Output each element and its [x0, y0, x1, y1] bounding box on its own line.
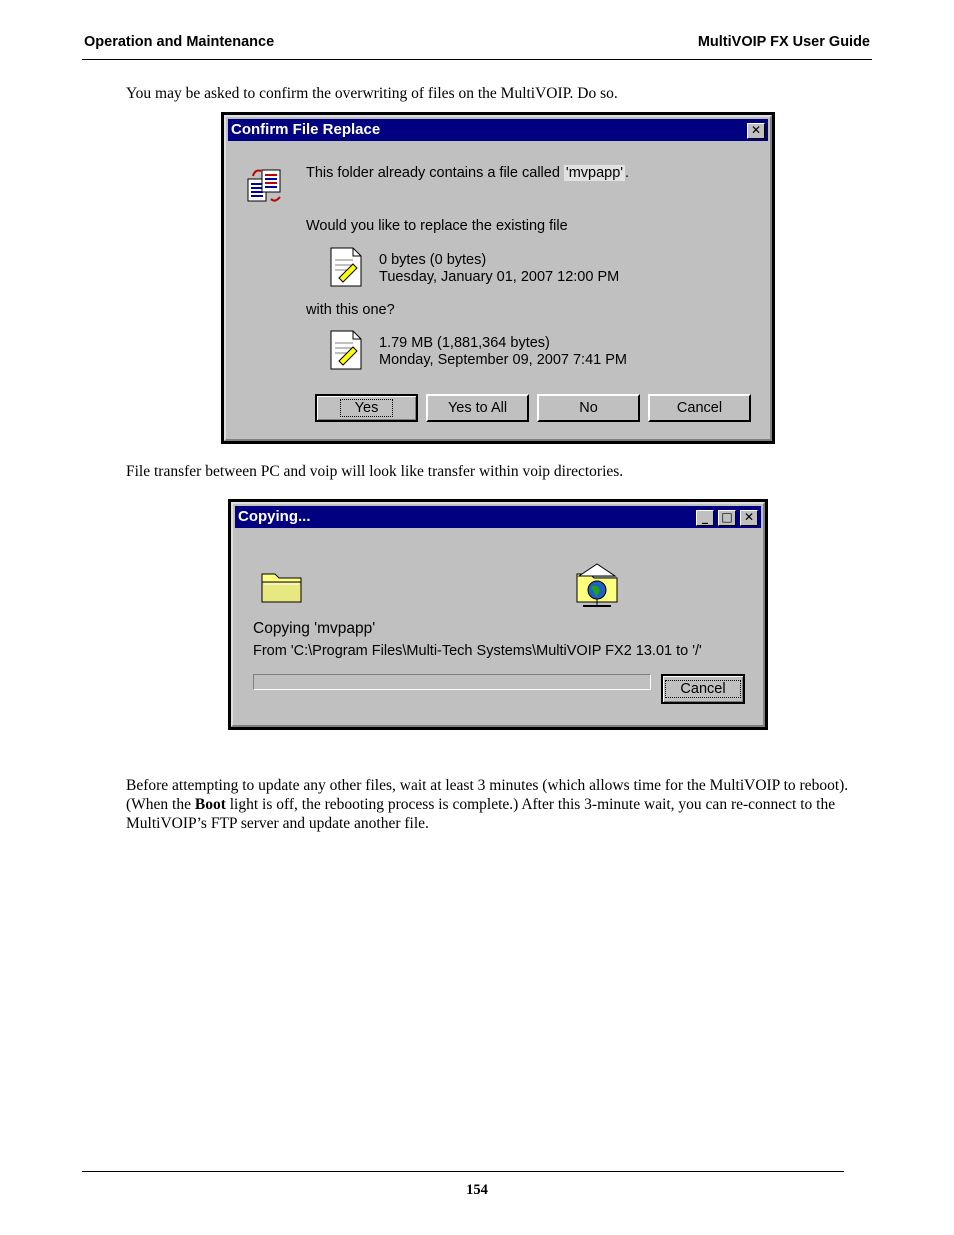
- dialog-title: Confirm File Replace: [231, 121, 381, 138]
- page-number: 154: [466, 1182, 488, 1198]
- running-header-right: MultiVOIP FX User Guide: [697, 34, 870, 50]
- existing-file-date: Tuesday, January 01, 2007 12:00 PM: [379, 269, 620, 285]
- no-button[interactable]: No: [537, 394, 640, 422]
- replace-files-icon: [245, 167, 285, 207]
- replace-question: Would you like to replace the existing file: [306, 218, 568, 234]
- yes-to-all-button[interactable]: Yes to All: [426, 394, 529, 422]
- copy-progress-bar: [253, 674, 651, 690]
- yes-button[interactable]: Yes: [315, 394, 418, 422]
- existing-file-size: 0 bytes (0 bytes): [379, 252, 487, 268]
- copying-title-bar: [235, 506, 761, 528]
- copying-file-line: Copying 'mvpapp': [253, 620, 376, 637]
- new-file-date: Monday, September 09, 2007 7:41 PM: [379, 352, 627, 368]
- footer-rule: [82, 1171, 844, 1172]
- new-file-size: 1.79 MB (1,881,364 bytes): [379, 335, 550, 351]
- folder-icon: [259, 566, 305, 606]
- minimize-icon[interactable]: _: [696, 510, 714, 526]
- new-file-icon: [329, 329, 363, 371]
- header-rule: [82, 59, 872, 60]
- copying-title: Copying...: [238, 508, 311, 525]
- cancel-button[interactable]: Cancel: [648, 394, 751, 422]
- boot-light-term: Boot: [194, 796, 226, 813]
- closing-paragraph: Before attempting to update any other files, wait at least 3 minutes (which allows time for the MultiVOIP to reboot). (When the Boot light is off, the rebooting process is complete.) After this 3-minute wait, you can re-connect to the MultiVOIP’s FTP server and update another file.: [126, 777, 849, 832]
- copying-from-line: From 'C:\Program Files\Multi-Tech Systems\MultiVOIP FX2 13.01 to '/': [253, 643, 702, 659]
- copy-cancel-button[interactable]: Cancel: [661, 674, 745, 704]
- file-name: 'mvpapp': [565, 165, 624, 181]
- close-icon[interactable]: ✕: [747, 123, 765, 139]
- running-header-left: Operation and Maintenance: [84, 34, 275, 50]
- close-icon[interactable]: ✕: [740, 510, 758, 526]
- confirm-file-replace-dialog: [221, 112, 775, 444]
- network-folder-icon: [573, 560, 623, 610]
- transfer-note: File transfer between PC and voip will look like transfer within voip directories.: [126, 463, 624, 480]
- dialog-title-bar: [228, 119, 768, 141]
- replace-message: This folder already contains a file called 'mvpapp' .: [306, 165, 630, 181]
- copying-dialog: [228, 499, 768, 730]
- maximize-icon[interactable]: □: [718, 510, 736, 526]
- with-label: with this one?: [306, 302, 395, 318]
- existing-file-icon: [329, 246, 363, 288]
- intro-paragraph: You may be asked to confirm the overwriting of files on the MultiVOIP. Do so.: [126, 85, 618, 102]
